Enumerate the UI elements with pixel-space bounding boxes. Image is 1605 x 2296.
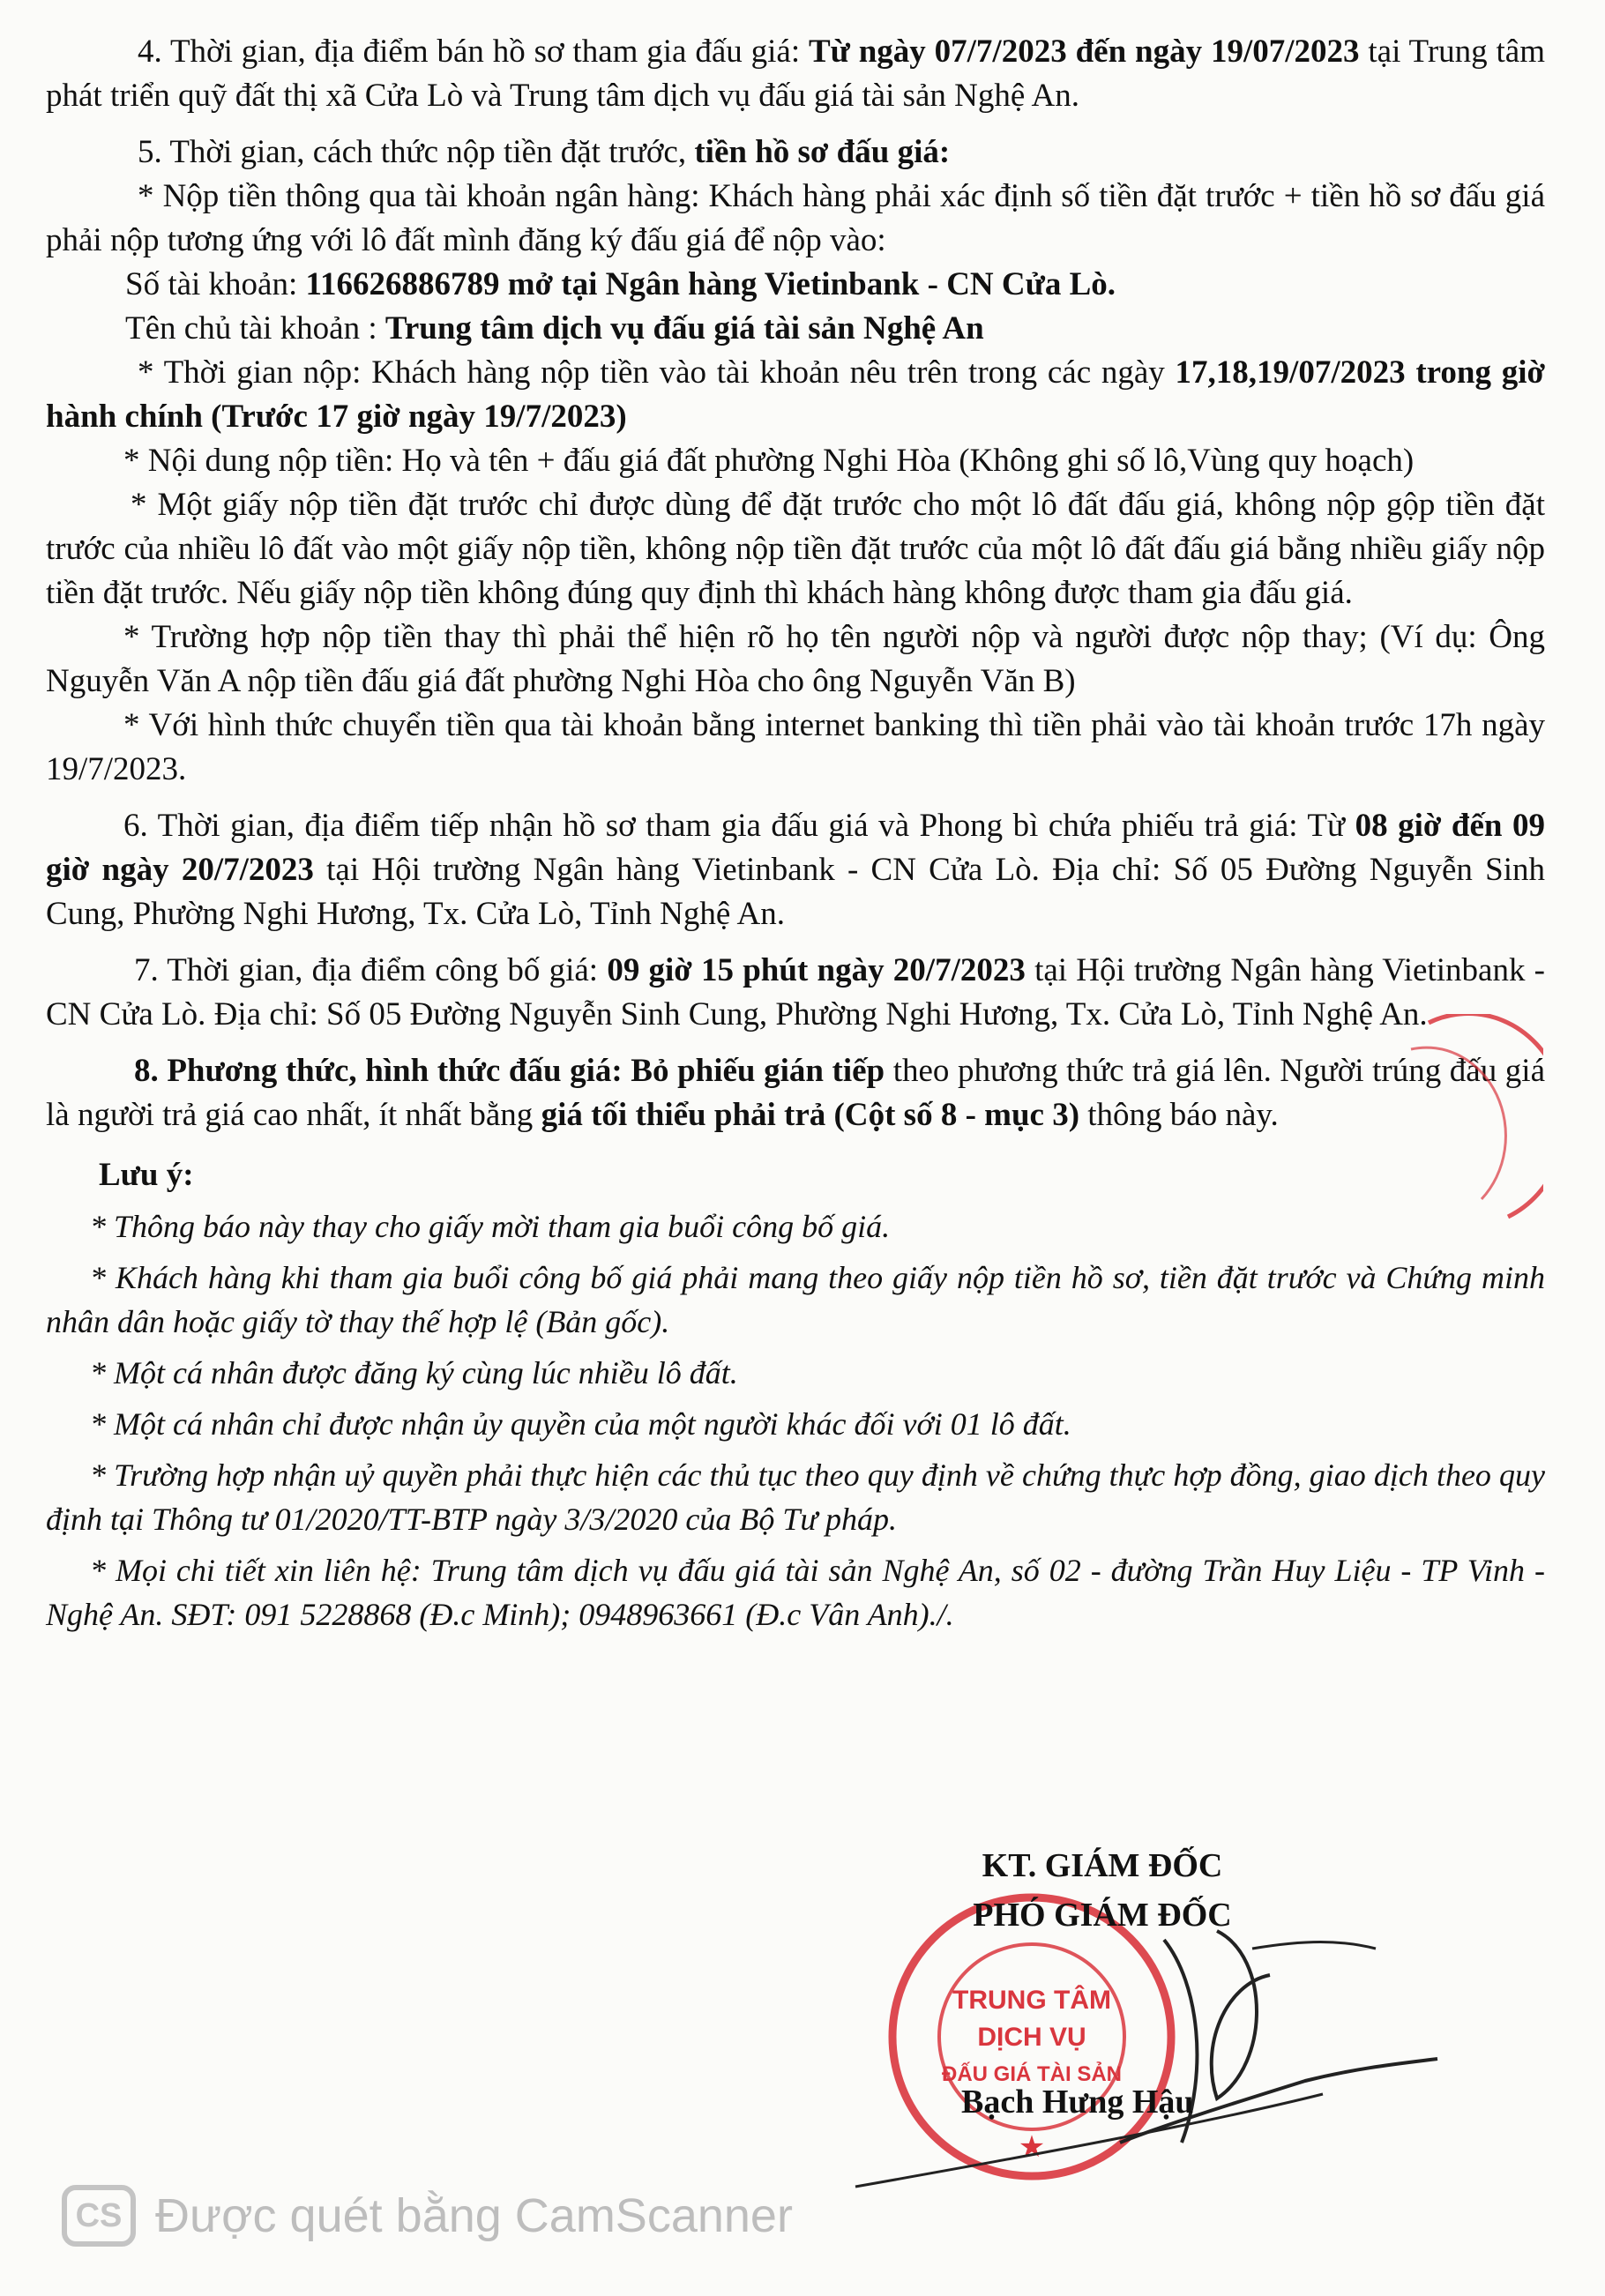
section-8: 8. Phương thức, hình thức đấu giá: Bỏ phiếu gián tiếp theo phương thức trả giá lên. Người trúng đấu giá là người trả giá cao nhất, ít nhất bằng giá tối thiểu phải trả (Cột số 8 - mục 3) thông báo này. — [46, 1053, 1545, 1133]
note-item: * Khách hàng khi tham gia buổi công bố giá phải mang theo giấy nộp tiền hồ sơ, tiền đặt trước và Chứng minh nhân dân hoặc giấy tờ thay thế hợp lệ (Bản gốc). — [46, 1260, 1545, 1339]
document-body — [46, 30, 1545, 1644]
notes-title: Lưu ý: — [99, 1157, 194, 1193]
account-number: Số tài khoản: 116626886789 mở tại Ngân hàng Vietinbank - CN Cửa Lò. — [125, 266, 1116, 302]
section-4-text: tại Trung tâm phát triển quỹ đất thị xã Cửa Lò và Trung tâm dịch vụ đấu giá tài sản Nghệ An. — [46, 34, 1546, 114]
section-5-title: 5. Thời gian, cách thức nộp tiền đặt trước, tiền hồ sơ đấu giá: — [138, 134, 951, 170]
section-7: 7. Thời gian, địa điểm công bố giá: 09 giờ 15 phút ngày 20/7/2023 tại Hội trường Ngân hàng Vietinbank - CN Cửa Lò. Địa chỉ: Số 05 Đường Nguyễn Sinh Cung, Phường Nghi Hương, Tx. Cửa Lò, Tỉnh Nghệ An. — [46, 952, 1545, 1032]
payment-rule: * Một giấy nộp tiền đặt trước chỉ được dùng để đặt trước cho một lô đất đấu giá, không nộp gộp tiền đặt trước của nhiều lô đất vào một giấy nộp tiền, không nộp tiền đặt trước của một lô đất đấu giá bằng nhiều giấy nộp tiền đặt trước. Nếu giấy nộp tiền không đúng quy định thì khách hàng không được tham gia đấu giá. — [46, 487, 1545, 611]
handwritten-signature — [829, 1922, 1446, 2195]
section-4-label: 4. Thời gian, địa điểm bán hồ sơ tham gia đấu giá: — [138, 34, 809, 70]
note-item: * Một cá nhân chỉ được nhận ủy quyền của một người khác đối với 01 lô đất. — [90, 1406, 1071, 1442]
payment-content: * Nội dung nộp tiền: Họ và tên + đấu giá đất phường Nghi Hòa (Không ghi số lô,Vùng quy hoạch) — [123, 443, 1415, 479]
signature-title: KT. GIÁM ĐỐC — [982, 1847, 1223, 1884]
note-item: * Một cá nhân được đăng ký cùng lúc nhiều lô đất. — [90, 1355, 738, 1390]
note-item: * Mọi chi tiết xin liên hệ: Trung tâm dịch vụ đấu giá tài sản Nghệ An, số 02 - đường Trần Huy Liệu - TP Vinh - Nghệ An. SĐT: 091 5228868 (Đ.c Minh); 0948963661 (Đ.c Vân Anh)./. — [46, 1553, 1545, 1632]
seal-line-2: DỊCH VỤ — [977, 2023, 1086, 2052]
payment-proxy: * Trường hợp nộp tiền thay thì phải thể hiện rõ họ tên người nộp và người được nộp thay; (Ví dụ: Ông Nguyễn Văn A nộp tiền đấu giá đất phường Nghi Hòa cho ông Nguyễn Văn B) — [46, 619, 1545, 699]
seal-line-1: TRUNG TÂM — [952, 1986, 1111, 2015]
section-4 — [46, 30, 1545, 118]
watermark-text: Được quét bằng CamScanner — [155, 2189, 793, 2242]
payment-time: * Thời gian nộp: Khách hàng nộp tiền vào tài khoản nêu trên trong các ngày 17,18,19/07/2023 trong giờ hành chính (Trước 17 giờ ngày 19/7/2023) — [46, 354, 1545, 435]
seal-star-icon: ★ — [1018, 2131, 1046, 2164]
seal-line-3: ĐẤU GIÁ TÀI SẢN — [942, 2062, 1122, 2086]
section-5 — [46, 130, 1545, 792]
signer-name: Bạch Hưng Hậu — [961, 2084, 1194, 2121]
section-6: 6. Thời gian, địa điểm tiếp nhận hồ sơ tham gia đấu giá và Phong bì chứa phiếu trả giá: Từ 08 giờ đến 09 giờ ngày 20/7/2023 tại Hội trường Ngân hàng Vietinbank - CN Cửa Lò. Địa chỉ: Số 05 Đường Nguyễn Sinh Cung, Phường Nghi Hương, Tx. Cửa Lò, Tỉnh Nghệ An. — [46, 808, 1545, 932]
note-item: * Trường hợp nhận uỷ quyền phải thực hiện các thủ tục theo quy định về chứng thực hợp đồng, giao dịch theo quy định tại Thông tư 01/2020/TT-BTP ngày 3/3/2020 của Bộ Tư pháp. — [46, 1457, 1545, 1537]
payment-internet-banking: * Với hình thức chuyển tiền qua tài khoản bằng internet banking thì tiền phải vào tài khoản trước 17h ngày 19/7/2023. — [46, 707, 1545, 787]
section-5-bank-transfer: * Nộp tiền thông qua tài khoản ngân hàng: Khách hàng phải xác định số tiền đặt trước + tiền hồ sơ đấu giá phải nộp tương ứng với lô đất mình đăng ký đấu giá để nộp vào: — [46, 178, 1545, 258]
section-4-dates: Từ ngày 07/7/2023 đến ngày 19/07/2023 — [808, 34, 1360, 70]
note-item: * Thông báo này thay cho giấy mời tham gia buổi công bố giá. — [90, 1209, 891, 1244]
account-owner: Tên chủ tài khoản : Trung tâm dịch vụ đấu giá tài sản Nghệ An — [125, 310, 984, 347]
signature-position: PHÓ GIÁM ĐỐC — [973, 1897, 1232, 1934]
camscanner-watermark — [62, 2185, 793, 2247]
margin-seal-stamp — [1376, 1014, 1543, 1243]
camscanner-logo-icon: CS — [62, 2185, 136, 2247]
